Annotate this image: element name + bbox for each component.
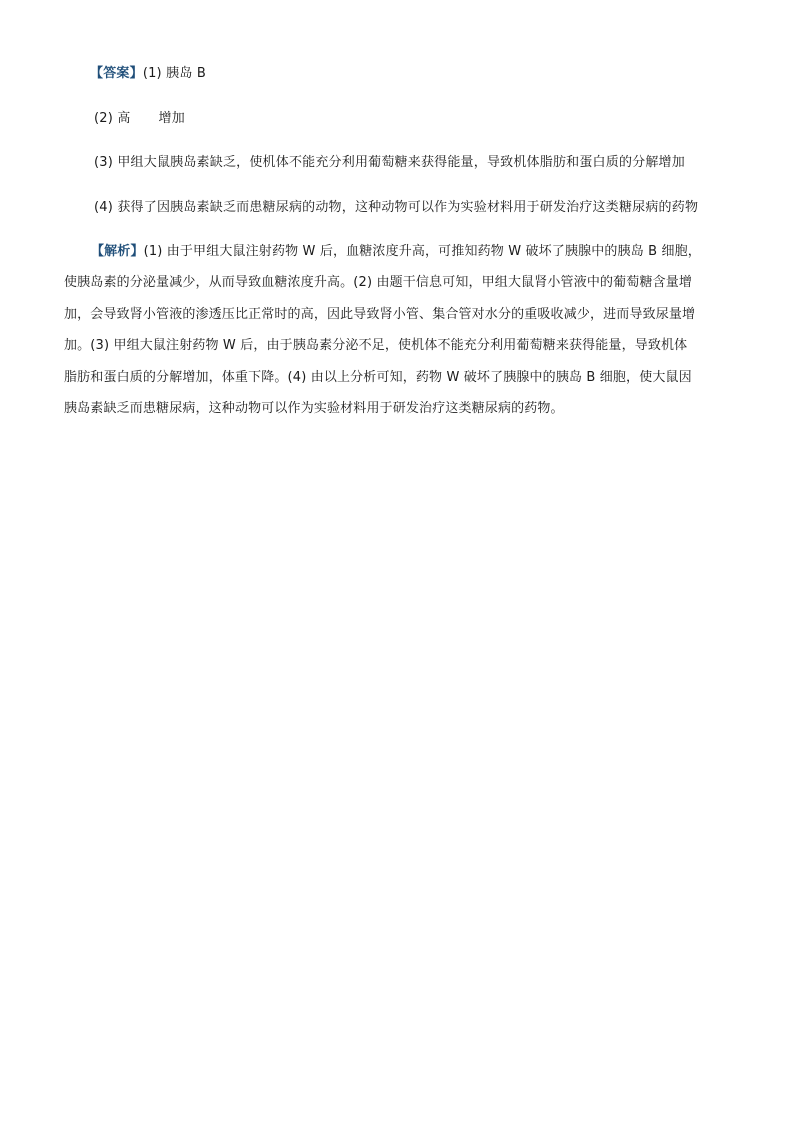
analysis-line-2: 使胰岛素的分泌量减少，从而导致血糖浓度升高。(2) 由题干信息可知，甲组大鼠肾小管液中的葡萄糖含量增 bbox=[64, 275, 693, 291]
answer-item-2: (2) 高 bbox=[94, 111, 131, 126]
answer-line-1 bbox=[90, 66, 206, 82]
answer-item-2b: 增加 bbox=[158, 111, 185, 126]
analysis-line-6: 胰岛素缺乏而患糖尿病，这种动物可以作为实验材料用于研发治疗这类糖尿病的药物。 bbox=[64, 400, 564, 416]
analysis-block bbox=[64, 244, 740, 432]
answer-line-3 bbox=[94, 155, 685, 171]
answer-tag: 【答案】 bbox=[90, 66, 143, 81]
analysis-line-4: 加。(3) 甲组大鼠注射药物 W 后，由于胰岛素分泌不足，使机体不能充分利用葡萄糖来获得能量，导致机体 bbox=[64, 338, 688, 354]
analysis-line-3: 加，会导致肾小管液的渗透压比正常时的高，因此导致肾小管、集合管对水分的重吸收减少，进而导致尿量增 bbox=[64, 306, 696, 322]
analysis-line-5: 脂肪和蛋白质的分解增加，体重下降。(4) 由以上分析可知，药物 W 破坏了胰腺中的胰岛 B 细胞，使大鼠因 bbox=[64, 369, 692, 385]
answer-item-1: (1) 胰岛 B bbox=[142, 66, 207, 81]
answer-line-4 bbox=[94, 200, 698, 216]
answer-item-3: (3) 甲组大鼠胰岛素缺乏，使机体不能充分利用葡萄糖来获得能量，导致机体脂肪和蛋白质的分解增加 bbox=[94, 155, 685, 170]
answer-line-2 bbox=[94, 111, 185, 127]
analysis-text-1: (1) 由于甲组大鼠注射药物 W 后，血糖浓度升高，可推知药物 W 破坏了胰腺中的胰岛 B 细胞， bbox=[143, 244, 701, 259]
analysis-line-1 bbox=[64, 244, 740, 260]
answer-item-4: (4) 获得了因胰岛素缺乏而患糖尿病的动物，这种动物可以作为实验材料用于研发治疗这类糖尿病的药物 bbox=[94, 200, 699, 215]
analysis-tag: 【解析】 bbox=[91, 244, 144, 259]
